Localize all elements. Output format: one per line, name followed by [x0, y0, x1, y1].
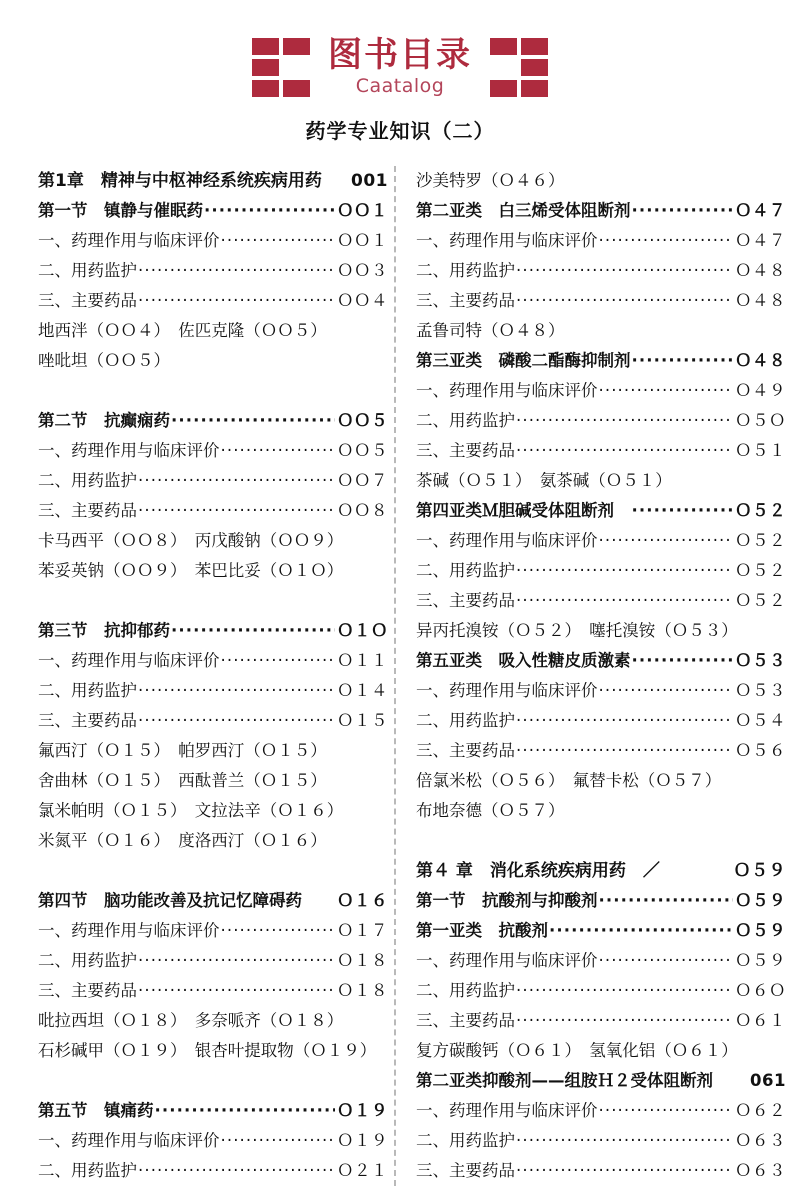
- toc-entry[interactable]: [38, 556, 388, 586]
- toc-entry-label: 一、药理作用与临床评价: [416, 530, 598, 550]
- toc-entry-label: 三、主要药品: [416, 290, 515, 310]
- toc-page-number: Ｏ６１: [735, 1010, 786, 1030]
- toc-entry-label: 一、药理作用与临床评价: [416, 680, 598, 700]
- toc-entry[interactable]: [38, 826, 388, 856]
- dot-leader: [221, 443, 336, 460]
- toc-entry[interactable]: [416, 1156, 786, 1186]
- toc-entry[interactable]: [416, 166, 786, 196]
- dot-leader: [632, 503, 734, 520]
- toc-entry-label: 石杉碱甲（Ｏ１９） 银杏叶提取物（Ｏ１９）: [38, 1040, 377, 1060]
- dot-leader: [599, 893, 734, 910]
- toc-entry[interactable]: [416, 286, 786, 316]
- toc-page-number: Ｏ４８: [735, 260, 786, 280]
- block-square: [490, 38, 517, 55]
- toc-page-number: 061: [750, 1070, 786, 1090]
- toc-page-number: Ｏ４８: [735, 290, 786, 310]
- toc-page-number: Ｏ５９: [735, 890, 786, 910]
- catalog-header: [0, 0, 800, 144]
- toc-entry-label: 第二亚类 白三烯受体阻断剂: [416, 200, 631, 220]
- subject-title: 药学专业知识（二）: [305, 118, 495, 143]
- dot-leader: [138, 473, 335, 490]
- page-subtitle-en: Caatalog: [355, 74, 445, 97]
- dot-leader: [171, 623, 335, 640]
- toc-entry[interactable]: [38, 976, 388, 1006]
- dot-leader: [516, 1163, 733, 1180]
- toc-page-number: Ｏ５３: [735, 650, 786, 670]
- toc-entry-label: 第四节 脑功能改善及抗记忆障碍药: [38, 890, 302, 910]
- toc-entry[interactable]: [416, 406, 786, 436]
- toc-entry[interactable]: [416, 256, 786, 286]
- block-square-empty: [283, 59, 310, 76]
- dot-leader: [599, 953, 734, 970]
- toc-entry[interactable]: [416, 346, 786, 376]
- toc-entry[interactable]: [38, 1096, 388, 1126]
- column-divider: [394, 166, 396, 1186]
- toc-spacer: [416, 826, 786, 856]
- toc-page-number: Ｏ１４: [337, 680, 388, 700]
- dot-leader: [221, 1133, 336, 1150]
- toc-column-left: [4, 166, 388, 1186]
- toc-entry-label: 三、主要药品: [416, 1160, 515, 1180]
- toc-page-number: Ｏ６３: [735, 1160, 786, 1180]
- toc-entry[interactable]: [38, 646, 388, 676]
- toc-entry[interactable]: [38, 916, 388, 946]
- toc-entry[interactable]: [38, 886, 388, 916]
- toc-entry[interactable]: [416, 556, 786, 586]
- toc-spacer: [38, 856, 388, 886]
- toc-page-number: Ｏ４９: [735, 380, 786, 400]
- toc-entry-label: 第二亚类抑酸剂——组胺Ｈ２受体阻断剂: [416, 1070, 713, 1090]
- toc-entry[interactable]: [416, 496, 786, 526]
- toc-page-number: Ｏ４７: [735, 200, 786, 220]
- toc-entry-label: 三、主要药品: [416, 440, 515, 460]
- toc-entry-label: 第一亚类 抗酸剂: [416, 920, 548, 940]
- toc-entry[interactable]: [416, 886, 786, 916]
- dot-leader: [155, 1103, 336, 1120]
- toc-entry-label: 茶碱（Ｏ５１） 氨茶碱（Ｏ５１）: [416, 470, 672, 490]
- toc-entry[interactable]: [38, 1006, 388, 1036]
- dot-leader: [632, 203, 734, 220]
- toc-entry-label: 沙美特罗（Ｏ４６）: [416, 170, 565, 190]
- dot-leader: [221, 653, 336, 670]
- toc-entry[interactable]: [416, 766, 786, 796]
- toc-page-number: Ｏ４８: [735, 350, 786, 370]
- toc-page-number: Ｏ１Ｏ: [337, 620, 388, 640]
- toc-entry-label: 二、用药监护: [38, 680, 137, 700]
- toc-entry-label: 二、用药监护: [38, 1160, 137, 1180]
- toc-entry-label: 一、药理作用与临床评价: [416, 380, 598, 400]
- toc-page-number: Ｏ５６: [735, 740, 786, 760]
- toc-entry-label: 二、用药监护: [38, 950, 137, 970]
- toc-entry-label: 第三节 抗抑郁药: [38, 620, 170, 640]
- toc-entry[interactable]: [416, 796, 786, 826]
- page-title: 图书目录: [328, 35, 472, 75]
- toc-entry-label: 第五节 镇痛药: [38, 1100, 154, 1120]
- dot-leader: [549, 923, 733, 940]
- toc-entry-label: 二、用药监护: [38, 260, 137, 280]
- toc-entry[interactable]: [416, 526, 786, 556]
- toc-entry[interactable]: [416, 226, 786, 256]
- dot-leader: [204, 203, 335, 220]
- toc-entry-label: 米氮平（Ｏ１６） 度洛西汀（Ｏ１６）: [38, 830, 327, 850]
- toc-column-right: [402, 166, 786, 1186]
- toc-entry[interactable]: [38, 526, 388, 556]
- toc-entry[interactable]: [416, 586, 786, 616]
- dot-leader: [599, 383, 734, 400]
- toc-entry[interactable]: [416, 316, 786, 346]
- toc-entry-label: 三、主要药品: [38, 500, 137, 520]
- toc-entry[interactable]: [416, 1126, 786, 1156]
- toc-entry[interactable]: [38, 406, 388, 436]
- toc-page-number: ＯＯ３: [337, 260, 388, 280]
- dot-leader: [138, 713, 335, 730]
- title-wrap: [324, 35, 476, 97]
- dot-leader: [599, 533, 734, 550]
- block-square: [252, 59, 279, 76]
- toc-entry-label: 第一节 抗酸剂与抑酸剂: [416, 890, 598, 910]
- toc-page-number: ＯＯ８: [337, 500, 388, 520]
- toc-entry-label: 三、主要药品: [416, 590, 515, 610]
- toc-entry-label: 氯米帕明（Ｏ１５） 文拉法辛（Ｏ１６）: [38, 800, 344, 820]
- dot-leader: [599, 683, 734, 700]
- dot-leader: [171, 413, 335, 430]
- toc-entry-label: 一、药理作用与临床评价: [38, 650, 220, 670]
- toc-entry[interactable]: [416, 976, 786, 1006]
- toc-page-number: Ｏ５４: [735, 710, 786, 730]
- toc-entry[interactable]: [416, 946, 786, 976]
- toc-entry-label: 第五亚类 吸入性糖皮质激素: [416, 650, 631, 670]
- block-square: [252, 38, 279, 55]
- toc-entry-label: 二、用药监护: [416, 560, 515, 580]
- toc-entry-label: 二、用药监护: [416, 980, 515, 1000]
- toc-entry[interactable]: [416, 676, 786, 706]
- dot-leader: [599, 233, 734, 250]
- dot-leader: [138, 293, 335, 310]
- dot-leader: [138, 1163, 335, 1180]
- toc-entry-label: 二、用药监护: [416, 410, 515, 430]
- toc-entry[interactable]: [38, 766, 388, 796]
- dot-leader: [516, 1133, 733, 1150]
- toc-entry-label: 三、主要药品: [416, 740, 515, 760]
- toc-page-number: Ｏ１８: [337, 950, 388, 970]
- toc-entry-label: 唑吡坦（ＯＯ５）: [38, 350, 170, 370]
- toc-entry[interactable]: [416, 1006, 786, 1036]
- toc-entry-label: 二、用药监护: [416, 260, 515, 280]
- dot-leader: [516, 1013, 733, 1030]
- toc-entry-label: 一、药理作用与临床评价: [38, 440, 220, 460]
- toc-spacer: [38, 376, 388, 406]
- block-square: [283, 38, 310, 55]
- toc-entry[interactable]: [38, 796, 388, 826]
- toc-entry-label: 一、药理作用与临床评价: [416, 1100, 598, 1120]
- toc-entry-label: 第二节 抗癫痫药: [38, 410, 170, 430]
- toc-page-number: Ｏ５Ｏ: [735, 410, 786, 430]
- toc-page-number: Ｏ５９: [733, 860, 786, 881]
- toc-entry[interactable]: [38, 166, 388, 196]
- toc-entry[interactable]: [416, 196, 786, 226]
- dot-leader: [138, 983, 335, 1000]
- toc-entry[interactable]: [38, 196, 388, 226]
- dot-leader: [516, 593, 733, 610]
- toc-entry-label: 第1章 精神与中枢神经系统疾病用药: [38, 170, 322, 191]
- toc-page-number: Ｏ１９: [337, 1130, 388, 1150]
- block-square: [490, 80, 517, 97]
- toc-entry[interactable]: [416, 646, 786, 676]
- toc-entry[interactable]: [38, 706, 388, 736]
- toc-entry[interactable]: [416, 856, 786, 886]
- toc-entry[interactable]: [38, 1036, 388, 1066]
- toc-page-number: Ｏ５２: [735, 530, 786, 550]
- block-square: [283, 80, 310, 97]
- toc-spacer: [38, 586, 388, 616]
- toc-page-number: ＯＯ７: [337, 470, 388, 490]
- toc-entry-label: 苯妥英钠（ＯＯ９） 苯巴比妥（Ｏ１Ｏ）: [38, 560, 344, 580]
- toc-page-number: Ｏ５２: [735, 560, 786, 580]
- toc-entry-label: 第４ 章 消化系统疾病用药 ／: [416, 860, 660, 881]
- dot-leader: [632, 653, 734, 670]
- toc-entry-label: 地西泮（ＯＯ４） 佐匹克隆（ＯＯ５）: [38, 320, 327, 340]
- toc-entry-label: 二、用药监护: [416, 710, 515, 730]
- toc-page-number: Ｏ１５: [337, 710, 388, 730]
- toc-columns: [0, 166, 800, 1186]
- toc-entry[interactable]: [38, 316, 388, 346]
- dot-leader: [516, 263, 733, 280]
- toc-entry[interactable]: [38, 1156, 388, 1186]
- toc-entry[interactable]: [38, 286, 388, 316]
- toc-entry-label: 一、药理作用与临床评价: [38, 1130, 220, 1150]
- toc-entry[interactable]: [416, 616, 786, 646]
- toc-entry[interactable]: [416, 706, 786, 736]
- toc-page-number: ＯＯ１: [337, 200, 388, 220]
- toc-entry-label: 一、药理作用与临床评价: [416, 950, 598, 970]
- toc-page-number: Ｏ５１: [735, 440, 786, 460]
- toc-entry-label: 二、用药监护: [38, 470, 137, 490]
- toc-entry[interactable]: [38, 466, 388, 496]
- toc-entry[interactable]: [416, 1066, 786, 1096]
- toc-entry-label: 卡马西平（ＯＯ８） 丙戊酸钠（ＯＯ９）: [38, 530, 344, 550]
- red-blocks-left-icon: [252, 38, 310, 96]
- toc-entry[interactable]: [416, 736, 786, 766]
- toc-page-number: ＯＯ１: [337, 230, 388, 250]
- toc-entry-label: 舍曲林（Ｏ１５） 西酞普兰（Ｏ１５）: [38, 770, 327, 790]
- dot-leader: [138, 263, 335, 280]
- dot-leader: [138, 503, 335, 520]
- toc-page-number: Ｏ１９: [337, 1100, 388, 1120]
- block-square: [521, 38, 548, 55]
- dot-leader: [516, 413, 733, 430]
- block-square: [521, 80, 548, 97]
- dot-leader: [138, 953, 335, 970]
- toc-entry[interactable]: [38, 496, 388, 526]
- toc-entry-label: 二、用药监护: [416, 1130, 515, 1150]
- toc-page-number: 001: [351, 170, 388, 191]
- toc-entry[interactable]: [416, 376, 786, 406]
- toc-entry[interactable]: [38, 616, 388, 646]
- toc-entry[interactable]: [416, 916, 786, 946]
- toc-page-number: ＯＯ４: [337, 290, 388, 310]
- block-square-empty: [490, 59, 517, 76]
- block-square: [252, 80, 279, 97]
- block-square: [521, 59, 548, 76]
- toc-entry-label: 三、主要药品: [38, 710, 137, 730]
- toc-entry[interactable]: [416, 436, 786, 466]
- toc-entry[interactable]: [38, 346, 388, 376]
- toc-entry-label: 三、主要药品: [38, 980, 137, 1000]
- toc-entry-label: 异丙托溴铵（Ｏ５２） 噻托溴铵（Ｏ５３）: [416, 620, 738, 640]
- toc-page-number: Ｏ５９: [735, 920, 786, 940]
- dot-leader: [516, 983, 733, 1000]
- dot-leader: [516, 563, 733, 580]
- toc-entry[interactable]: [38, 1126, 388, 1156]
- red-blocks-right-icon: [490, 38, 548, 96]
- toc-page-number: ＯＯ５: [337, 410, 388, 430]
- toc-page-number: Ｏ６２: [735, 1100, 786, 1120]
- toc-page-number: Ｏ１７: [337, 920, 388, 940]
- toc-entry[interactable]: [416, 466, 786, 496]
- toc-page-number: Ｏ４７: [735, 230, 786, 250]
- toc-entry-label: 孟鲁司特（Ｏ４８）: [416, 320, 565, 340]
- toc-entry-label: 倍氯米松（Ｏ５６） 氟替卡松（Ｏ５７）: [416, 770, 722, 790]
- dot-leader: [221, 233, 336, 250]
- dot-leader: [221, 923, 336, 940]
- toc-entry[interactable]: [38, 676, 388, 706]
- toc-entry-label: 吡拉西坦（Ｏ１８） 多奈哌齐（Ｏ１８）: [38, 1010, 344, 1030]
- dot-leader: [138, 683, 335, 700]
- toc-entry[interactable]: [38, 736, 388, 766]
- toc-page-number: Ｏ２１: [337, 1160, 388, 1180]
- toc-entry-label: 布地奈德（Ｏ５７）: [416, 800, 565, 820]
- toc-page-number: ＯＯ５: [337, 440, 388, 460]
- toc-entry[interactable]: [38, 436, 388, 466]
- toc-page-number: Ｏ１１: [337, 650, 388, 670]
- dot-leader: [632, 353, 734, 370]
- toc-entry[interactable]: [416, 1096, 786, 1126]
- toc-entry-label: 三、主要药品: [38, 290, 137, 310]
- toc-entry-label: 复方碳酸钙（Ｏ６１） 氢氧化铝（Ｏ６１）: [416, 1040, 738, 1060]
- toc-entry[interactable]: [38, 226, 388, 256]
- toc-page-number: Ｏ６３: [735, 1130, 786, 1150]
- toc-page-number: Ｏ６Ｏ: [735, 980, 786, 1000]
- dot-leader: [516, 443, 733, 460]
- toc-entry[interactable]: [416, 1036, 786, 1066]
- dot-leader: [516, 713, 733, 730]
- logo-row: [252, 35, 548, 97]
- toc-entry-label: 一、药理作用与临床评价: [38, 920, 220, 940]
- toc-entry[interactable]: [38, 946, 388, 976]
- toc-entry[interactable]: [38, 256, 388, 286]
- toc-entry-label: 第一节 镇静与催眠药: [38, 200, 203, 220]
- toc-page-number: Ｏ１６: [337, 890, 388, 910]
- dot-leader: [516, 743, 733, 760]
- toc-page-number: Ｏ５２: [735, 590, 786, 610]
- toc-entry-label: 第四亚类Ｍ胆碱受体阻断剂: [416, 500, 631, 520]
- toc-page-number: Ｏ５９: [735, 950, 786, 970]
- toc-entry-label: 一、药理作用与临床评价: [38, 230, 220, 250]
- toc-entry-label: 第三亚类 磷酸二酯酶抑制剂: [416, 350, 631, 370]
- toc-spacer: [38, 1066, 388, 1096]
- toc-entry-label: 一、药理作用与临床评价: [416, 230, 598, 250]
- toc-page-number: Ｏ５２: [735, 500, 786, 520]
- toc-page-number: Ｏ１８: [337, 980, 388, 1000]
- toc-entry-label: 三、主要药品: [416, 1010, 515, 1030]
- toc-page-number: Ｏ５３: [735, 680, 786, 700]
- toc-entry-label: 氟西汀（Ｏ１５） 帕罗西汀（Ｏ１５）: [38, 740, 327, 760]
- dot-leader: [599, 1103, 734, 1120]
- dot-leader: [516, 293, 733, 310]
